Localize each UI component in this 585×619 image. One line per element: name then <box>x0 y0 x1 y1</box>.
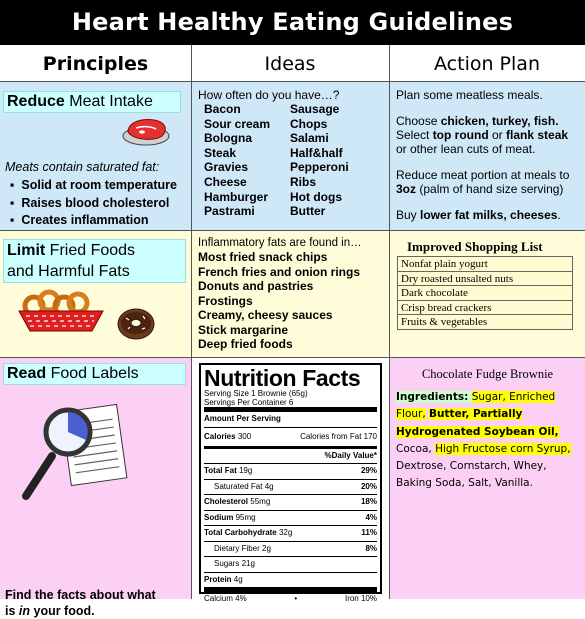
nutrition-facts-label <box>199 363 382 603</box>
list-item: Dry roasted unsalted nuts <box>398 272 572 287</box>
list-item: Stick margarine <box>198 322 289 337</box>
column-header-action-plan: Action Plan <box>389 45 585 81</box>
list-item: Sausage <box>290 102 340 116</box>
list-item: Salami <box>290 131 329 146</box>
row3-action-cell <box>390 358 585 599</box>
food-list-left <box>198 102 290 219</box>
find-facts-text: Find the facts about what is in your food. <box>5 588 156 618</box>
food-lists <box>198 102 389 219</box>
row1-ideas-cell <box>192 82 389 230</box>
row2-principle-cell <box>0 231 191 357</box>
calories-row: Calories 300 Calories from Fat 170 <box>204 427 377 446</box>
page-title: Heart Healthy Eating Guidelines <box>0 0 585 44</box>
nutrient-row: Total Fat 19g 29% <box>204 463 377 479</box>
list-item: Bologna <box>204 131 252 146</box>
vitamins-row: Calcium 4% • Iron 10% <box>204 587 377 607</box>
row2-action-cell <box>390 231 585 357</box>
amount-per-serving: Amount Per Serving <box>204 407 377 427</box>
list-item: Fruits & vegetables <box>398 315 572 330</box>
nutrient-row: Sodium 95mg 4% <box>204 510 377 526</box>
list-item: Cheese <box>204 174 247 189</box>
nutrition-title: Nutrition Facts <box>204 365 361 391</box>
list-item: Bacon <box>204 102 241 116</box>
list-item: Chops <box>290 116 328 131</box>
read-heading: Read Food Labels <box>3 363 186 385</box>
list-item: French fries and onion rings <box>198 264 361 279</box>
list-item: Hot dogs <box>290 189 342 204</box>
donut-icon <box>116 307 156 341</box>
limit-heading: Limit Fried Foods and Harmful Fats <box>3 239 186 283</box>
list-item: Pastrami <box>204 204 255 219</box>
list-item: ▪ Raises blood cholesterol <box>10 195 170 210</box>
list-item: Pepperoni <box>290 160 349 175</box>
column-header-ideas: Ideas <box>191 45 389 81</box>
list-item: ▪ Solid at room temperature <box>10 178 177 192</box>
list-item: Donuts and pastries <box>198 279 314 293</box>
nutrient-row: Sugars 21g <box>204 556 377 572</box>
reduce-heading: Reduce Meat Intake <box>3 91 181 113</box>
action-choose-lean: Choose chicken, turkey, fish. Select top round or flank steak or other lean cuts of meat. <box>396 114 569 156</box>
list-item: Most fried snack chips <box>198 250 328 264</box>
list-item: Deep fried foods <box>198 337 293 351</box>
list-item: Gravies <box>204 160 249 175</box>
food-list-right <box>290 102 349 219</box>
inflammatory-foods-list <box>198 250 389 352</box>
row2-ideas-cell <box>192 231 389 357</box>
nutrient-row: Total Carbohydrate 32g 11% <box>204 525 377 541</box>
nutrient-row: Saturated Fat 4g 20% <box>204 479 377 495</box>
nutrient-row: Cholesterol 55mg 18% <box>204 494 377 510</box>
action-lower-fat: Buy lower fat milks, cheeses. <box>396 208 561 222</box>
list-item: Ribs <box>290 174 317 189</box>
shopping-list <box>397 256 573 330</box>
daily-value-header: %Daily Value* <box>204 446 377 464</box>
nutrient-rows <box>204 463 377 587</box>
meat-bullets <box>10 177 177 230</box>
row3-principle-cell <box>0 358 191 618</box>
list-item: Sour cream <box>204 116 271 131</box>
shopping-list-title: Improved Shopping List <box>407 239 543 254</box>
list-item: Steak <box>204 145 237 160</box>
nutrient-row: Dietary Fiber 2g 8% <box>204 541 377 557</box>
action-meatless: Plan some meatless meals. <box>396 88 543 102</box>
column-header-principles: Principles <box>0 45 191 81</box>
list-item: Butter <box>290 204 326 219</box>
inflammatory-intro: Inflammatory fats are found in… <box>198 237 362 249</box>
servings-per-container: Servings Per Container 6 <box>204 398 294 407</box>
steak-icon <box>120 114 172 148</box>
serving-size: Serving Size 1 Brownie (65g) <box>204 389 308 398</box>
ideas-intro: How often do you have…? <box>198 88 340 102</box>
action-portion: Reduce meat portion at meals to 3oz (palm of hand size serving) <box>396 168 570 196</box>
list-item: Crisp bread crackers <box>398 301 572 316</box>
list-item: Hamburger <box>204 189 269 204</box>
row1-action-cell <box>390 82 585 230</box>
saturated-fat-note: Meats contain saturated fat: <box>5 160 160 174</box>
row1-principle-cell <box>0 82 191 230</box>
magnifier-label-icon <box>18 400 130 510</box>
nutrient-row: Protein 4g <box>204 572 377 588</box>
list-item: Half&half <box>290 145 343 160</box>
list-item: Dark chocolate <box>398 286 572 301</box>
list-item: ▪ Creates inflammation <box>10 213 149 227</box>
list-item: Nonfat plain yogurt <box>398 257 572 272</box>
list-item: Frostings <box>198 293 253 308</box>
list-item: Creamy, cheesy sauces <box>198 308 333 322</box>
fried-food-icon <box>16 289 106 335</box>
brownie-title: Chocolate Fudge Brownie <box>421 367 554 381</box>
ingredients-list: Ingredients: Sugar, Enriched Flour, Butter, Partially Hydrogenated Soybean Oil, Cocoa, High Fructose corn Syrup, Dextrose, Cornstarch, Whey, Baking Soda, Salt, Vanilla. <box>396 391 571 490</box>
